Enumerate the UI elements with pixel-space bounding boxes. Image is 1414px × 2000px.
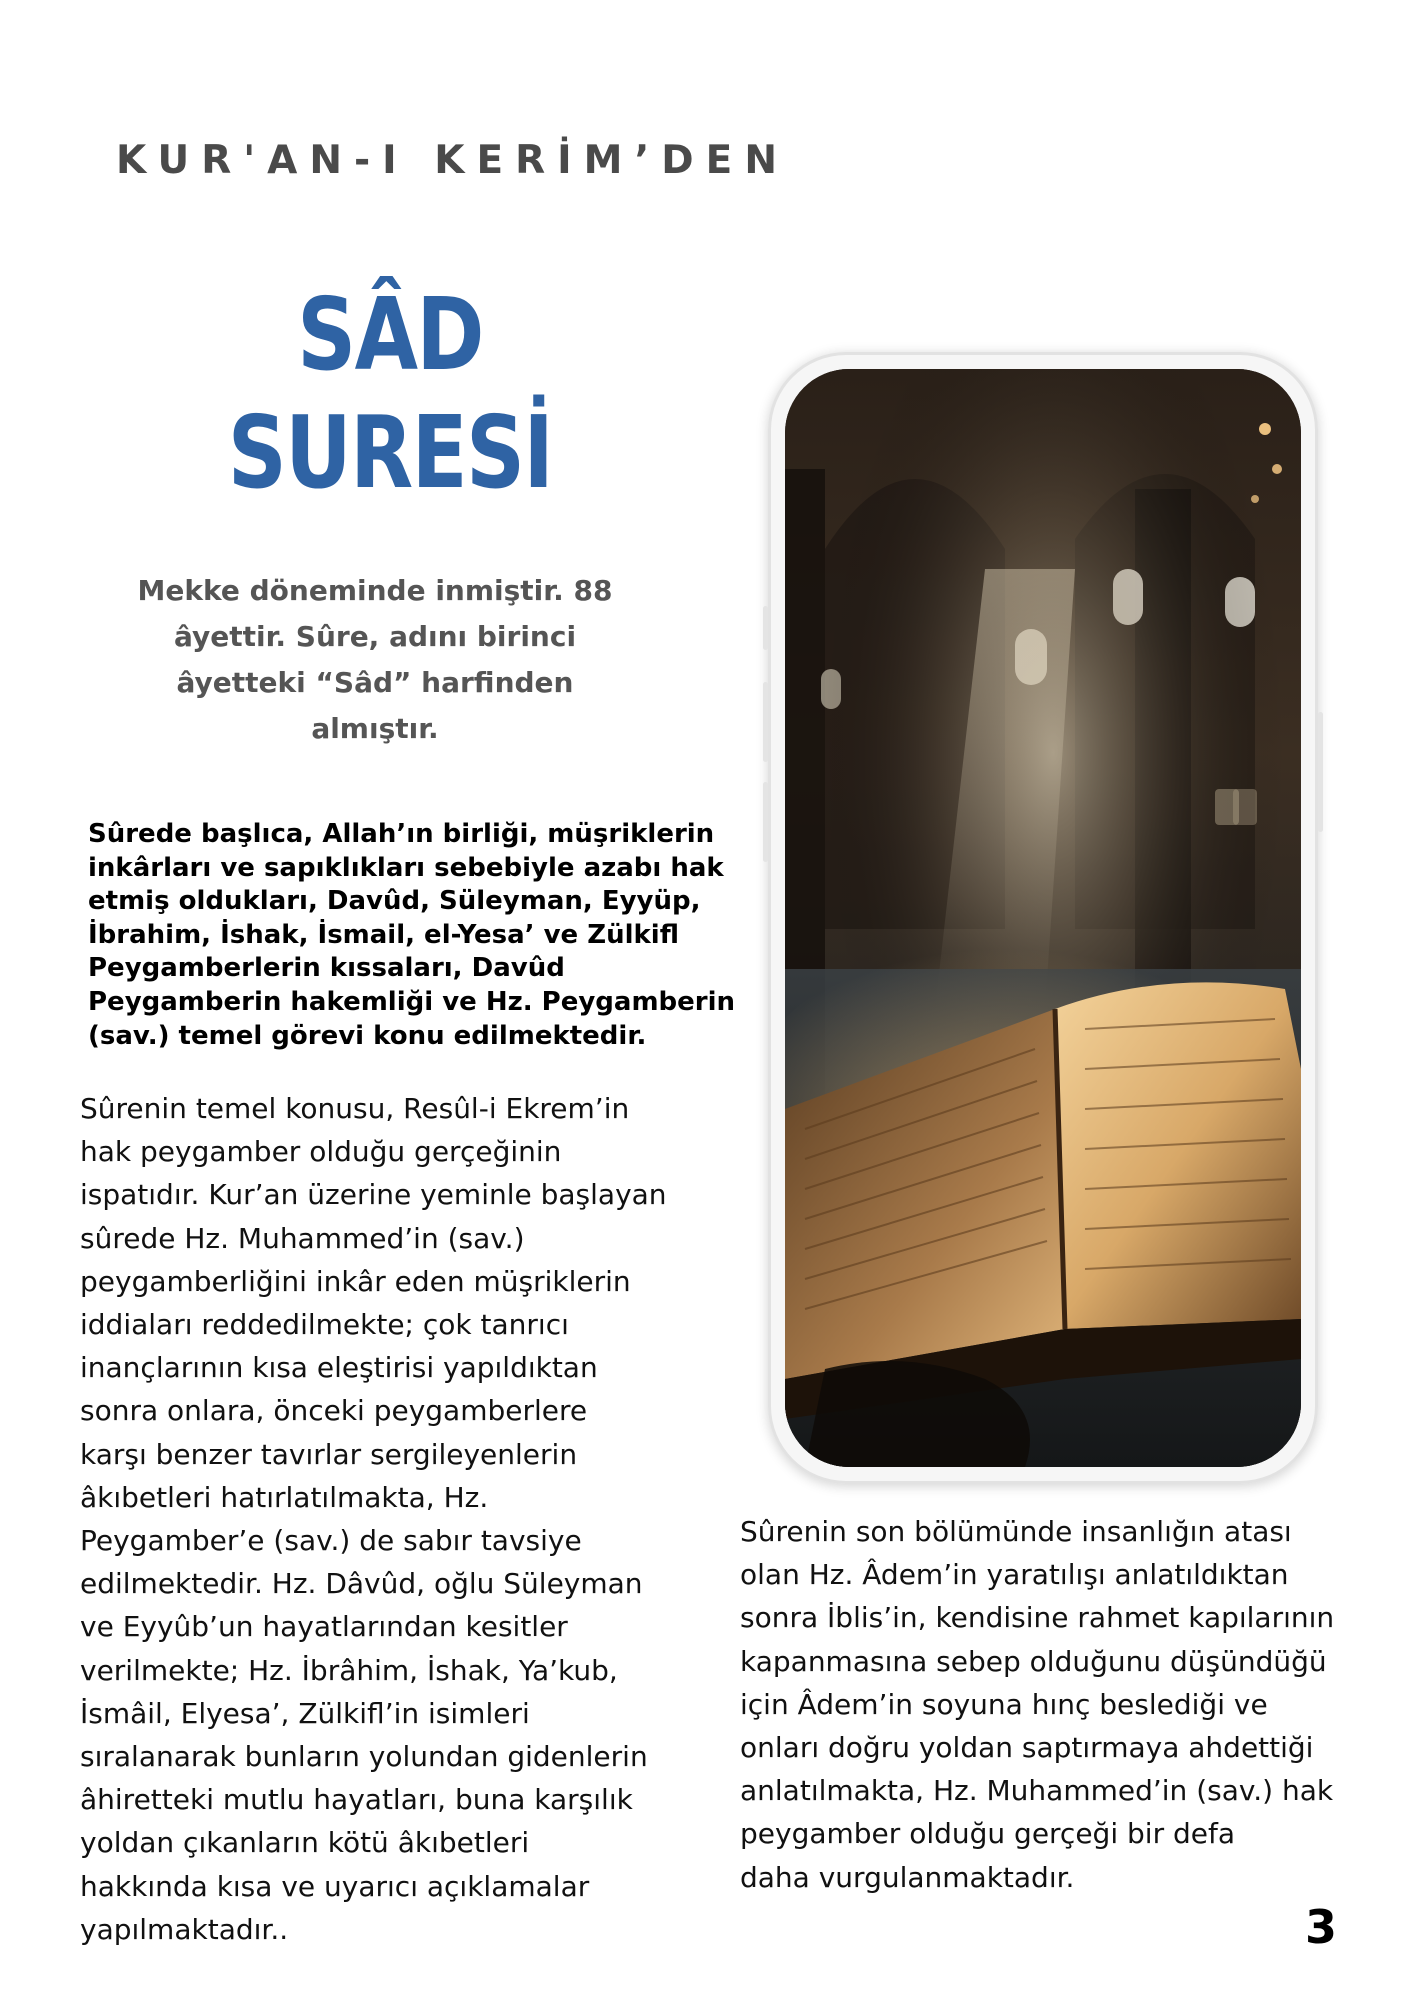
body-line: inançlarının kısa eleştirisi yapıldıktan	[80, 1351, 598, 1385]
body-line: sûrede Hz. Muhammed’in (sav.)	[80, 1221, 525, 1255]
body-line: âkıbetleri hatırlatılmakta, Hz.	[80, 1480, 489, 1514]
summary-paragraph	[88, 818, 738, 1053]
section-kicker: KUR'AN-I KERİM’DEN	[116, 138, 789, 183]
body-line: peygamber olduğu gerçeği bir defa	[740, 1817, 1235, 1851]
phone-mockup	[768, 352, 1318, 1484]
body-line: ve Eyyûb’un hayatlarından kesitler	[80, 1610, 568, 1644]
body-line: verilmekte; Hz. İbrâhim, İshak, Ya’kub,	[80, 1653, 618, 1687]
body-line: ispatıdır. Kur’an üzerine yeminle başlayan	[80, 1178, 667, 1212]
phone-volume-down-button	[763, 782, 768, 862]
body-line: Peygamber’e (sav.) de sabır tavsiye	[80, 1524, 582, 1558]
title-line-2: SURESİ	[227, 394, 553, 511]
body-line: sonra İblis’in, kendisine rahmet kapılarının	[740, 1601, 1335, 1635]
summary-line: Peygamberin hakemliği ve Hz. Peygamberin	[88, 986, 736, 1017]
body-line: anlatılmakta, Hz. Muhammed’in (sav.) hak	[740, 1774, 1334, 1808]
body-line: İsmâil, Elyesa’, Zülkifl’in isimleri	[80, 1696, 530, 1730]
body-paragraph-right	[740, 1510, 1360, 1899]
intro-paragraph	[110, 568, 640, 752]
body-line: hakkında kısa ve uyarıcı açıklamalar	[80, 1869, 590, 1903]
body-line: onları doğru yoldan saptırmaya ahdettiği	[740, 1731, 1314, 1765]
body-line: edilmektedir. Hz. Dâvûd, oğlu Süleyman	[80, 1567, 643, 1601]
body-line: hak peygamber olduğu gerçeğinin	[80, 1135, 562, 1169]
intro-line: Mekke döneminde inmiştir. 88	[137, 574, 613, 607]
body-paragraph-left	[80, 1087, 720, 1951]
body-line: peygamberliğini inkâr eden müşriklerin	[80, 1264, 631, 1298]
phone-screen-photo	[785, 369, 1301, 1467]
page-title	[218, 276, 562, 512]
summary-line: (sav.) temel görevi konu edilmektedir.	[88, 1020, 647, 1051]
body-line: âhiretteki mutlu hayatları, buna karşılık	[80, 1783, 633, 1817]
page-number: 3	[1305, 1900, 1338, 1954]
body-line: yapılmaktadır..	[80, 1912, 289, 1946]
phone-power-button	[1318, 712, 1323, 832]
summary-line: inkârları ve sapıklıkları sebebiyle azabı hak	[88, 852, 724, 883]
quran-mosque-illustration	[785, 369, 1301, 1467]
body-line: sıralanarak bunların yolundan gidenlerin	[80, 1740, 648, 1774]
phone-side-button	[763, 606, 768, 650]
body-line: iddiaları reddedilmekte; çok tanrıcı	[80, 1308, 569, 1342]
body-line: için Âdem’in soyuna hınç beslediği ve	[740, 1687, 1268, 1721]
body-line: Sûrenin son bölümünde insanlığın atası	[740, 1515, 1292, 1548]
body-line: daha vurgulanmaktadır.	[740, 1860, 1075, 1894]
body-line: sonra onlara, önceki peygamberlere	[80, 1394, 588, 1428]
title-line-1: SÂD	[297, 276, 483, 393]
summary-line: Sûrede başlıca, Allah’ın birliği, müşriklerin	[88, 819, 715, 849]
body-line: yoldan çıkanların kötü âkıbetleri	[80, 1826, 530, 1860]
body-line: olan Hz. Âdem’in yaratılışı anlatıldıktan	[740, 1558, 1289, 1592]
body-line: Sûrenin temel konusu, Resûl-i Ekrem’in	[80, 1092, 630, 1125]
intro-line: âyetteki “Sâd” harfinden	[176, 666, 574, 699]
summary-line: etmiş oldukları, Davûd, Süleyman, Eyyüp,	[88, 886, 701, 917]
body-line: kapanmasına sebep olduğunu düşündüğü	[740, 1644, 1327, 1678]
intro-line: almıştır.	[311, 712, 439, 745]
intro-line: âyettir. Sûre, adını birinci	[173, 620, 577, 653]
body-line: karşı benzer tavırlar sergileyenlerin	[80, 1437, 578, 1471]
summary-line: Peygamberlerin kıssaları, Davûd	[88, 953, 565, 984]
summary-line: İbrahim, İshak, İsmail, el-Yesa’ ve Zülkifl	[88, 919, 679, 950]
phone-volume-up-button	[763, 682, 768, 762]
